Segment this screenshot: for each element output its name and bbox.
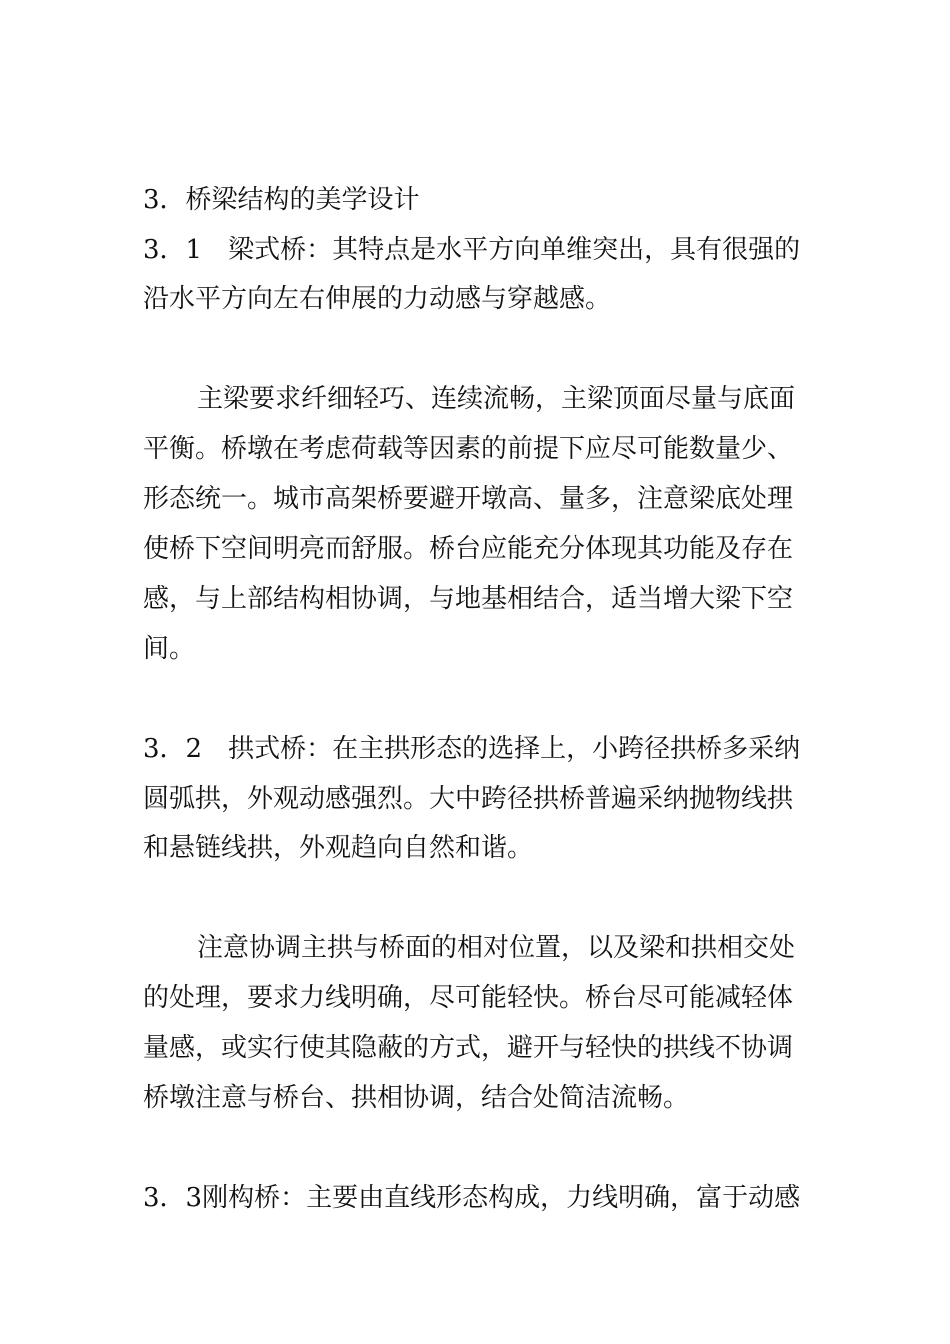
- paragraph-line: 感，与上部结构相协调，与地基相结合，适当增大梁下空: [143, 584, 794, 614]
- paragraph-line: 3．3刚构桥：主要由直线形态构成，力线明确，富于动感: [143, 1183, 801, 1213]
- paragraph-line: 3．1 梁式桥：其特点是水平方向单维突出，具有很强的: [143, 235, 801, 265]
- paragraph-line: 桥墩注意与桥台、拱相协调，结合处简洁流畅。: [143, 1083, 690, 1113]
- paragraph-line: 注意协调主拱与桥面的相对位置，以及梁和拱相交处: [197, 933, 796, 963]
- paragraph-line: 量感，或实行使其隐蔽的方式，避开与轻快的拱线不协调: [143, 1033, 794, 1063]
- paragraph-line: 主梁要求纤细轻巧、连续流畅，主梁顶面尽量与底面: [197, 384, 796, 414]
- section-heading: 3．桥梁结构的美学设计: [143, 185, 420, 215]
- paragraph-line: 形态统一。城市高架桥要避开墩高、量多，注意梁底处理: [143, 484, 794, 514]
- paragraph-line: 和悬链线拱，外观趋向自然和谐。: [143, 833, 534, 863]
- paragraph-line: 的处理，要求力线明确，尽可能轻快。桥台尽可能减轻体: [143, 983, 794, 1013]
- paragraph-line: 平衡。桥墩在考虑荷载等因素的前提下应尽可能数量少、: [143, 434, 794, 464]
- paragraph-line: 圆弧拱，外观动感强烈。大中跨径拱桥普遍采纳抛物线拱: [143, 784, 794, 814]
- paragraph-line: 间。: [143, 634, 196, 664]
- paragraph-line: 使桥下空间明亮而舒服。桥台应能充分体现其功能及存在: [143, 534, 794, 564]
- paragraph-line: 3．2 拱式桥：在主拱形态的选择上，小跨径拱桥多采纳: [143, 734, 801, 764]
- paragraph-line: 沿水平方向左右伸展的力动感与穿越感。: [143, 284, 612, 314]
